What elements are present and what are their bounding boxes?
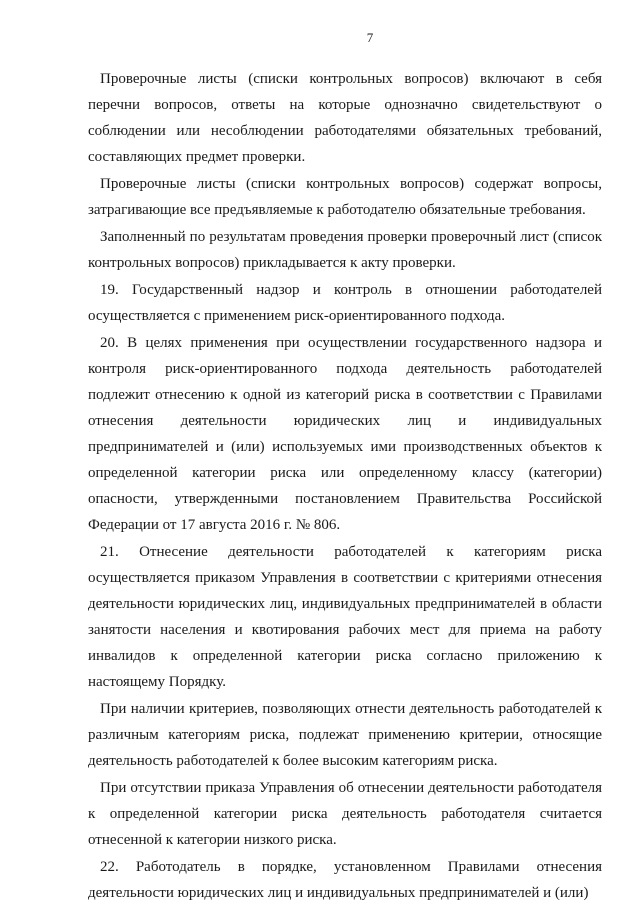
paragraph-checklist-attached: Заполненный по результатам проведения проверки проверочный лист (список контрольных вопросов) прикладывается к акту проверки. bbox=[88, 229, 602, 271]
paragraph-criteria-higher-risk: При наличии критериев, позволяющих отнести деятельность работодателей к различным категориям риска, подлежат применению критерии, относящие деятельность работодателей к более высоким категориям риска. bbox=[88, 701, 602, 769]
paragraph-low-risk-default: При отсутствии приказа Управления об отнесении деятельности работодателя к определенной категории риска деятельность работодателя считается отнесенной к категории низкого риска. bbox=[88, 780, 602, 848]
paragraph-item-21: 21. Отнесение деятельности работодателей к категориям риска осуществляется приказом Управления в соответствии с критериями отнесения деятельности юридических лиц, индивидуальных предпринимателей в области занятости населения и квотирования рабочих мест для приема на работу инвалидов к определенной категории риска согласно приложению к настоящему Порядку. bbox=[88, 544, 602, 690]
page-number: 7 bbox=[366, 30, 374, 45]
paragraph-item-19: 19. Государственный надзор и контроль в отношении работодателей осуществляется с применением риск-ориентированного подхода. bbox=[88, 282, 602, 324]
paragraph-checklists-questions: Проверочные листы (списки контрольных вопросов) содержат вопросы, затрагивающие все предъявляемые к работодателю обязательные требования. bbox=[88, 176, 602, 218]
paragraph-item-20: 20. В целях применения при осуществлении государственного надзора и контроля риск-ориентированного подхода деятельность работодателей подлежит отнесению к одной из категорий риска в соответствии с Правилами отнесения деятельности юридических лиц и индивидуальных предпринимателей и (или) используемых ими производственных объектов к определенной категории риска или определенному классу (категории) опасности, утвержденными постановлением Правительства Российской Федерации от 17 августа 2016 г. № 806. bbox=[88, 335, 602, 533]
paragraph-item-22: 22. Работодатель в порядке, установленном Правилами отнесения деятельности юридических лиц и индивидуальных предпринимателей и (или) bbox=[88, 859, 602, 901]
paragraph-checklists-content: Проверочные листы (списки контрольных вопросов) включают в себя перечни вопросов, ответы на которые однозначно свидетельствуют о соблюдении или несоблюдении работодателями обязательных требований, составляющих предмет проверки. bbox=[88, 71, 602, 165]
